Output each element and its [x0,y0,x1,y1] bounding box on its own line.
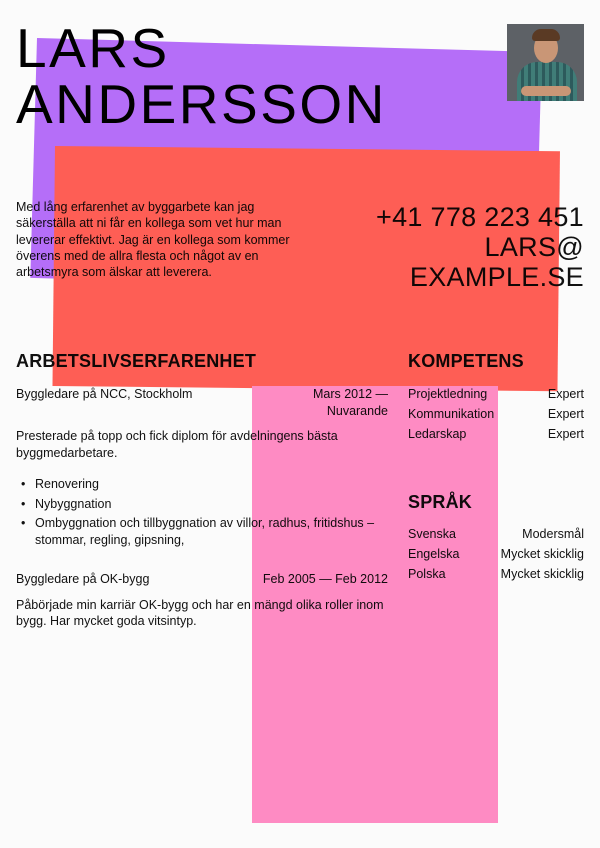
language-name: Polska [408,567,446,582]
competence-row [408,386,584,403]
job-title: Byggledare på NCC, Stockholm [16,387,193,401]
profile-summary: Med lång erfarenhet av byggarbete kan jag säkerställa att ni får en kollega som vet hur man levererar effektivt. Jag är en kollega som kommer överens med de allra flesta och något av en arbetsmyra som älskar att leverera. [16,200,290,280]
job-title: Byggledare på OK-bygg [16,572,150,586]
job-date-end: Nuvarande [326,403,388,418]
language-row [408,526,584,543]
language-level: Mycket skicklig [500,547,584,562]
job-entry [16,571,388,630]
email-line-2: EXAMPLE.SE [409,262,584,292]
competence-row [408,406,584,423]
language-row [408,546,584,563]
job-task-item: • Nybyggnation [16,496,388,513]
candidate-name [16,17,387,135]
competence-list [408,386,584,446]
skill-level: Expert [547,427,584,442]
profile-photo [507,24,584,101]
experience-heading: ARBETSLIVSERFARENHET [16,351,257,371]
phone-number: +41 778 223 451 [376,202,584,232]
photo-arms [521,86,571,96]
job-description: Påbörjade min karriär OK-bygg och har en mängd olika roller inom bygg. Har mycket goda vitsintyp. [16,597,384,628]
job-task-item: • Ombyggnation och tillbyggnation av villor, radhus, fritidshus – stommar, regling, gipsning, [16,515,388,548]
job-task-item: • Renovering [16,476,388,493]
email-line-1: LARS@ [484,232,584,262]
photo-hair [532,29,560,41]
competence-heading: KOMPETENS [408,351,524,371]
last-name: ANDERSSON [16,73,387,135]
skill-name: Projektledning [408,387,488,401]
language-name: Svenska [408,527,456,541]
contact-info [376,202,584,292]
language-row [408,566,584,583]
skill-name: Kommunikation [408,407,495,422]
competence-row [408,426,584,443]
job-date-start: Mars 2012 — [312,387,388,401]
language-level: Modersmål [522,527,584,541]
skill-level: Expert [547,407,584,422]
languages-heading: SPRÅK [408,492,473,512]
language-name: Engelska [408,547,460,562]
languages-list [408,526,584,586]
job-dates: Feb 2005 — Feb 2012 [262,572,388,586]
job-entry [16,386,388,461]
skill-level: Expert [547,387,584,401]
language-level: Mycket skicklig [500,567,584,582]
first-name: LARS [16,17,170,79]
job-dates [313,386,388,419]
skill-name: Ledarskap [408,427,467,442]
job-description: Presterade på topp och fick diplom för avdelningens bästa byggmedarbetare. [16,429,338,460]
job-task-list [16,476,388,551]
